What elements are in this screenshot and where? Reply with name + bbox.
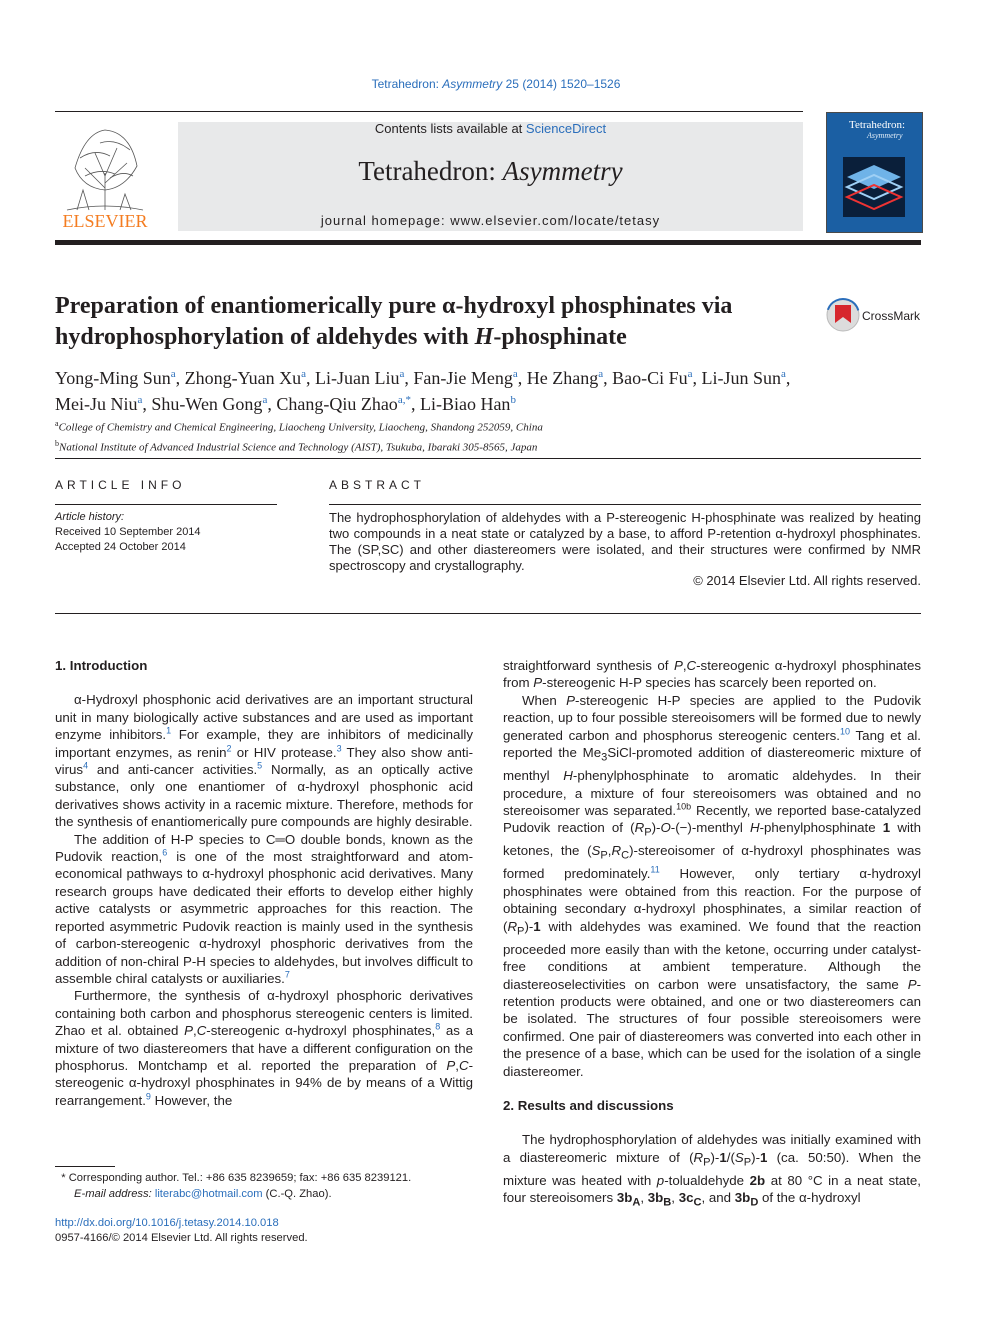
- author-affiliation-mark[interactable]: a: [170, 368, 176, 380]
- author-name[interactable]: Li-Jun Sun: [701, 368, 782, 388]
- author-affiliation-mark[interactable]: a: [512, 368, 518, 380]
- section-heading-results: 2. Results and discussions: [503, 1097, 674, 1113]
- author-affiliation-mark[interactable]: a: [262, 394, 268, 406]
- author-affiliation-mark[interactable]: a: [598, 368, 604, 380]
- abstract-bottom-rule: [55, 613, 921, 614]
- author-name[interactable]: Bao-Ci Fu: [612, 368, 688, 388]
- author-list: Yong-Ming Sun$^a$, Zhong-Yuan Xu$^a$, Li-Juan Liu$^a$, Fan-Jie Meng$^a$, He Zhang$^a$, Bao-Ci Fu$^a$, Li-Jun Sun$^a$, Mei-Ju Niu$^a$, Shu-Wen Gong$^a$, Chang-Qiu Zhao$^{a,*}$, Li-Biao Han$^b$: [55, 368, 791, 414]
- email-link[interactable]: literabc@hotmail.com: [154, 1188, 263, 1200]
- journal-title: Tetrahedron: Asymmetry: [358, 156, 623, 186]
- header-thick-rule: [55, 240, 921, 245]
- author-name[interactable]: Li-Biao Han: [419, 394, 511, 414]
- paragraph: The hydrophosphorylation of aldehydes was initially examined with a diastereomeric mixture of $(R_P)-1/(S_P)-1$ (ca. 50:50). When the mixture was heated with p-tolualdehyde 2b at 80 °C in a neat state, four stereoisomers $3b_A$, $3b_B$, $3c_C$, and $3b_D$ of the α-hydroxyl: [503, 1132, 921, 1209]
- section-heading-introduction: 1. Introduction: [55, 658, 148, 673]
- author-name[interactable]: Li-Juan Liu: [314, 368, 400, 388]
- svg-text:ELSEVIER: ELSEVIER: [62, 211, 148, 231]
- sciencedirect-link[interactable]: ScienceDirect: [525, 121, 607, 136]
- abstract-rule: [329, 504, 921, 505]
- article-info-rule: [55, 504, 277, 505]
- doi-link[interactable]: http://dx.doi.org/10.1016/j.tetasy.2014.10.018: [55, 1217, 279, 1229]
- paragraph: α-Hydroxyl phosphonic acid derivatives are an important structural unit in many biologically active substances and are used as important enzyme inhibitors.$^1$ For example, they are inhibitors of medicinally important enzymes, as renin$^2$ or HIV protease.$^3$ They also show anti-virus$^4$ and anti-cancer activities.$^5$ Normally, as an optically active substance, only one enantiomer of α-hydroxyl phosphonic acid derivatives shows activity in a racemic mixture. Therefore, methods for the synthesis of enantiomerically pure compounds are highly desirable.: [55, 692, 473, 830]
- corresponding-author-footnote: * Corresponding author. Tel.: +86 635 8239659; fax: +86 635 8239121. E-mail address: literabc@hotmail.com (C.-Q. Zhao).: [55, 1172, 412, 1200]
- homepage-url[interactable]: www.elsevier.com/locate/tetasy: [450, 213, 661, 228]
- affiliations: [55, 416, 921, 455]
- author-name[interactable]: He Zhang: [526, 368, 599, 388]
- abstract-text: The hydrophosphorylation of aldehydes with a P-stereogenic H-phosphinate was realized by heating two compounds in a neat state or catalyzed by a base, to afford P-retention α-hydroxyl phosphinates. The (SP,SC) and other diastereomers were isolated, and their structures were confirmed by NMR spectroscopy and crystallography.: [329, 510, 921, 573]
- paragraph: The addition of H-P species to C═O double bonds, known as the Pudovik reaction,$^6$ is one of the most straightforward and atom-economical pathways to α-hydroxyl phosphonic acid derivatives. Many research groups have dedicated their efforts to develop either highly active catalysts or asymmetric approaches for this reaction. The reported asymmetric Pudovik reaction is mainly used in the synthesis of carbon-stereogenic α-hydroxyl phosphoric derivatives from the addition of non-chiral P-H species to aldehydes, but involves difficult to assemble chiral catalysts or auxiliaries.$^7$: [55, 831, 474, 986]
- contents-line: Contents lists available at ScienceDirect: [374, 121, 607, 136]
- paragraph: When P-stereogenic H-P species are applied to the Pudovik reaction, up to four possible stereoisomers will be formed due to newly generated carbon and phosphorus stereogenic centers.$^{10}$ Tang et al. reported the $Me_3SiCl$-promoted addition of diastereomeric mixture of menthyl H-phenylphosphinate to aromatic aldehydes. In their procedure, a mixture of four stereoisomers was obtained and no stereoisomer was separated.$^{10b}$ Recently, we reported base-catalyzed Pudovik reaction of $(R_P)-O-(-)$-menthyl H-phenylphosphinate 1 with ketones, the $(S_P,R_C)$-stereoisomer of α-hydroxyl phosphinates was formed predominately.$^{11}$ However, only tertiary α-hydroxyl phosphinates were obtained from this reaction. For the purpose of obtaining secondary α-hydroxyl phosphinates, a similar reaction of $(R_P)-1$ with aldehydes was examined. We found that the reaction proceeded more easily than with the ketone, occurring under catalyst-free conditions at ambient temperature. Although the diastereoselectivities on carbon were unsatisfactory, the same P-retention products were obtained, and one or two diastereomers can be isolated. The structures of four possible stereoisomers were confirmed. One pair of diastereomers was converted into each other in the presence of a base, which can be used for the isolation of a single diastereomer.: [503, 692, 921, 1079]
- body-left-column: [55, 657, 473, 1109]
- author-name[interactable]: Mei-Ju Niu: [55, 394, 138, 414]
- author-name[interactable]: Fan-Jie Meng: [413, 368, 513, 388]
- author-name[interactable]: Zhong-Yuan Xu: [184, 368, 302, 388]
- paragraph: straightforward synthesis of P,C-stereogenic α-hydroxyl phosphinates from P-stereogenic H-P species has scarcely been reported on.: [503, 658, 922, 691]
- history-label: Article history:: [55, 511, 125, 523]
- article-info-heading: ARTICLE INFO: [55, 478, 186, 492]
- journal-cover-image: [826, 112, 923, 233]
- author-name[interactable]: Yong-Ming Sun: [55, 368, 171, 388]
- author-affiliation-mark[interactable]: a: [399, 368, 405, 380]
- author-affiliation-mark[interactable]: a: [781, 368, 786, 380]
- doi-block: [55, 1216, 473, 1246]
- header-rule: [55, 111, 803, 112]
- affiliation-a: $^a$College of Chemistry and Chemical Engineering, Liaocheng University, Liaocheng, Shandong 252059, China: [55, 419, 543, 434]
- crossmark-label[interactable]: CrossMark: [862, 309, 921, 323]
- author-affiliation-mark[interactable]: a,*: [397, 394, 411, 406]
- cover-subtitle: Asymmetry: [867, 131, 903, 140]
- author-name[interactable]: Shu-Wen Gong: [151, 394, 263, 414]
- article-title: Preparation of enantiomerically pure α-hydroxyl phosphinates via hydrophosphorylation of aldehydes with H-phosphinate: [55, 293, 733, 350]
- journal-citation[interactable]: Tetrahedron: Asymmetry 25 (2014) 1520–1526: [371, 77, 621, 91]
- abstract-copyright: © 2014 Elsevier Ltd. All rights reserved.: [693, 573, 921, 588]
- author-affiliation-mark[interactable]: a: [137, 394, 143, 406]
- received-date: Received 10 September 2014: [55, 526, 201, 538]
- elsevier-logo: [55, 118, 155, 232]
- accepted-date: Accepted 24 October 2014: [55, 541, 186, 553]
- body-right-column: [503, 657, 921, 1212]
- paragraph: Furthermore, the synthesis of α-hydroxyl phosphoric derivatives containing both carbon and phosphorus stereogenic centers is limited. Zhao et al. obtained P,C-stereogenic α-hydroxyl phosphinates,$^8$ as a mixture of two diastereomers that have a different configuration on the phosphorus. Montchamp et al. reported the preparation of P,C-stereogenic α-hydroxyl phosphinates in 94% de by means of a Wittig rearrangement.$^9$ However, the: [55, 988, 473, 1108]
- footnote-rule: [55, 1166, 115, 1167]
- affiliation-b: $^b$National Institute of Advanced Industrial Science and Technology (AIST), Tsukuba, Ibaraki 305-8565, Japan: [55, 438, 538, 454]
- issn-line: 0957-4166/© 2014 Elsevier Ltd. All rights reserved.: [55, 1232, 308, 1244]
- author-affiliation-mark[interactable]: a: [301, 368, 306, 380]
- abstract-heading: ABSTRACT: [329, 478, 426, 492]
- author-name[interactable]: Chang-Qiu Zhao: [276, 394, 398, 414]
- affiliation-rule: [55, 458, 921, 459]
- author-affiliation-mark[interactable]: b: [510, 394, 516, 406]
- article-history: [55, 510, 295, 555]
- journal-homepage: journal homepage: www.elsevier.com/locate/tetasy: [320, 213, 661, 228]
- cover-title: Tetrahedron:: [849, 119, 906, 131]
- author-affiliation-mark[interactable]: a: [687, 368, 693, 380]
